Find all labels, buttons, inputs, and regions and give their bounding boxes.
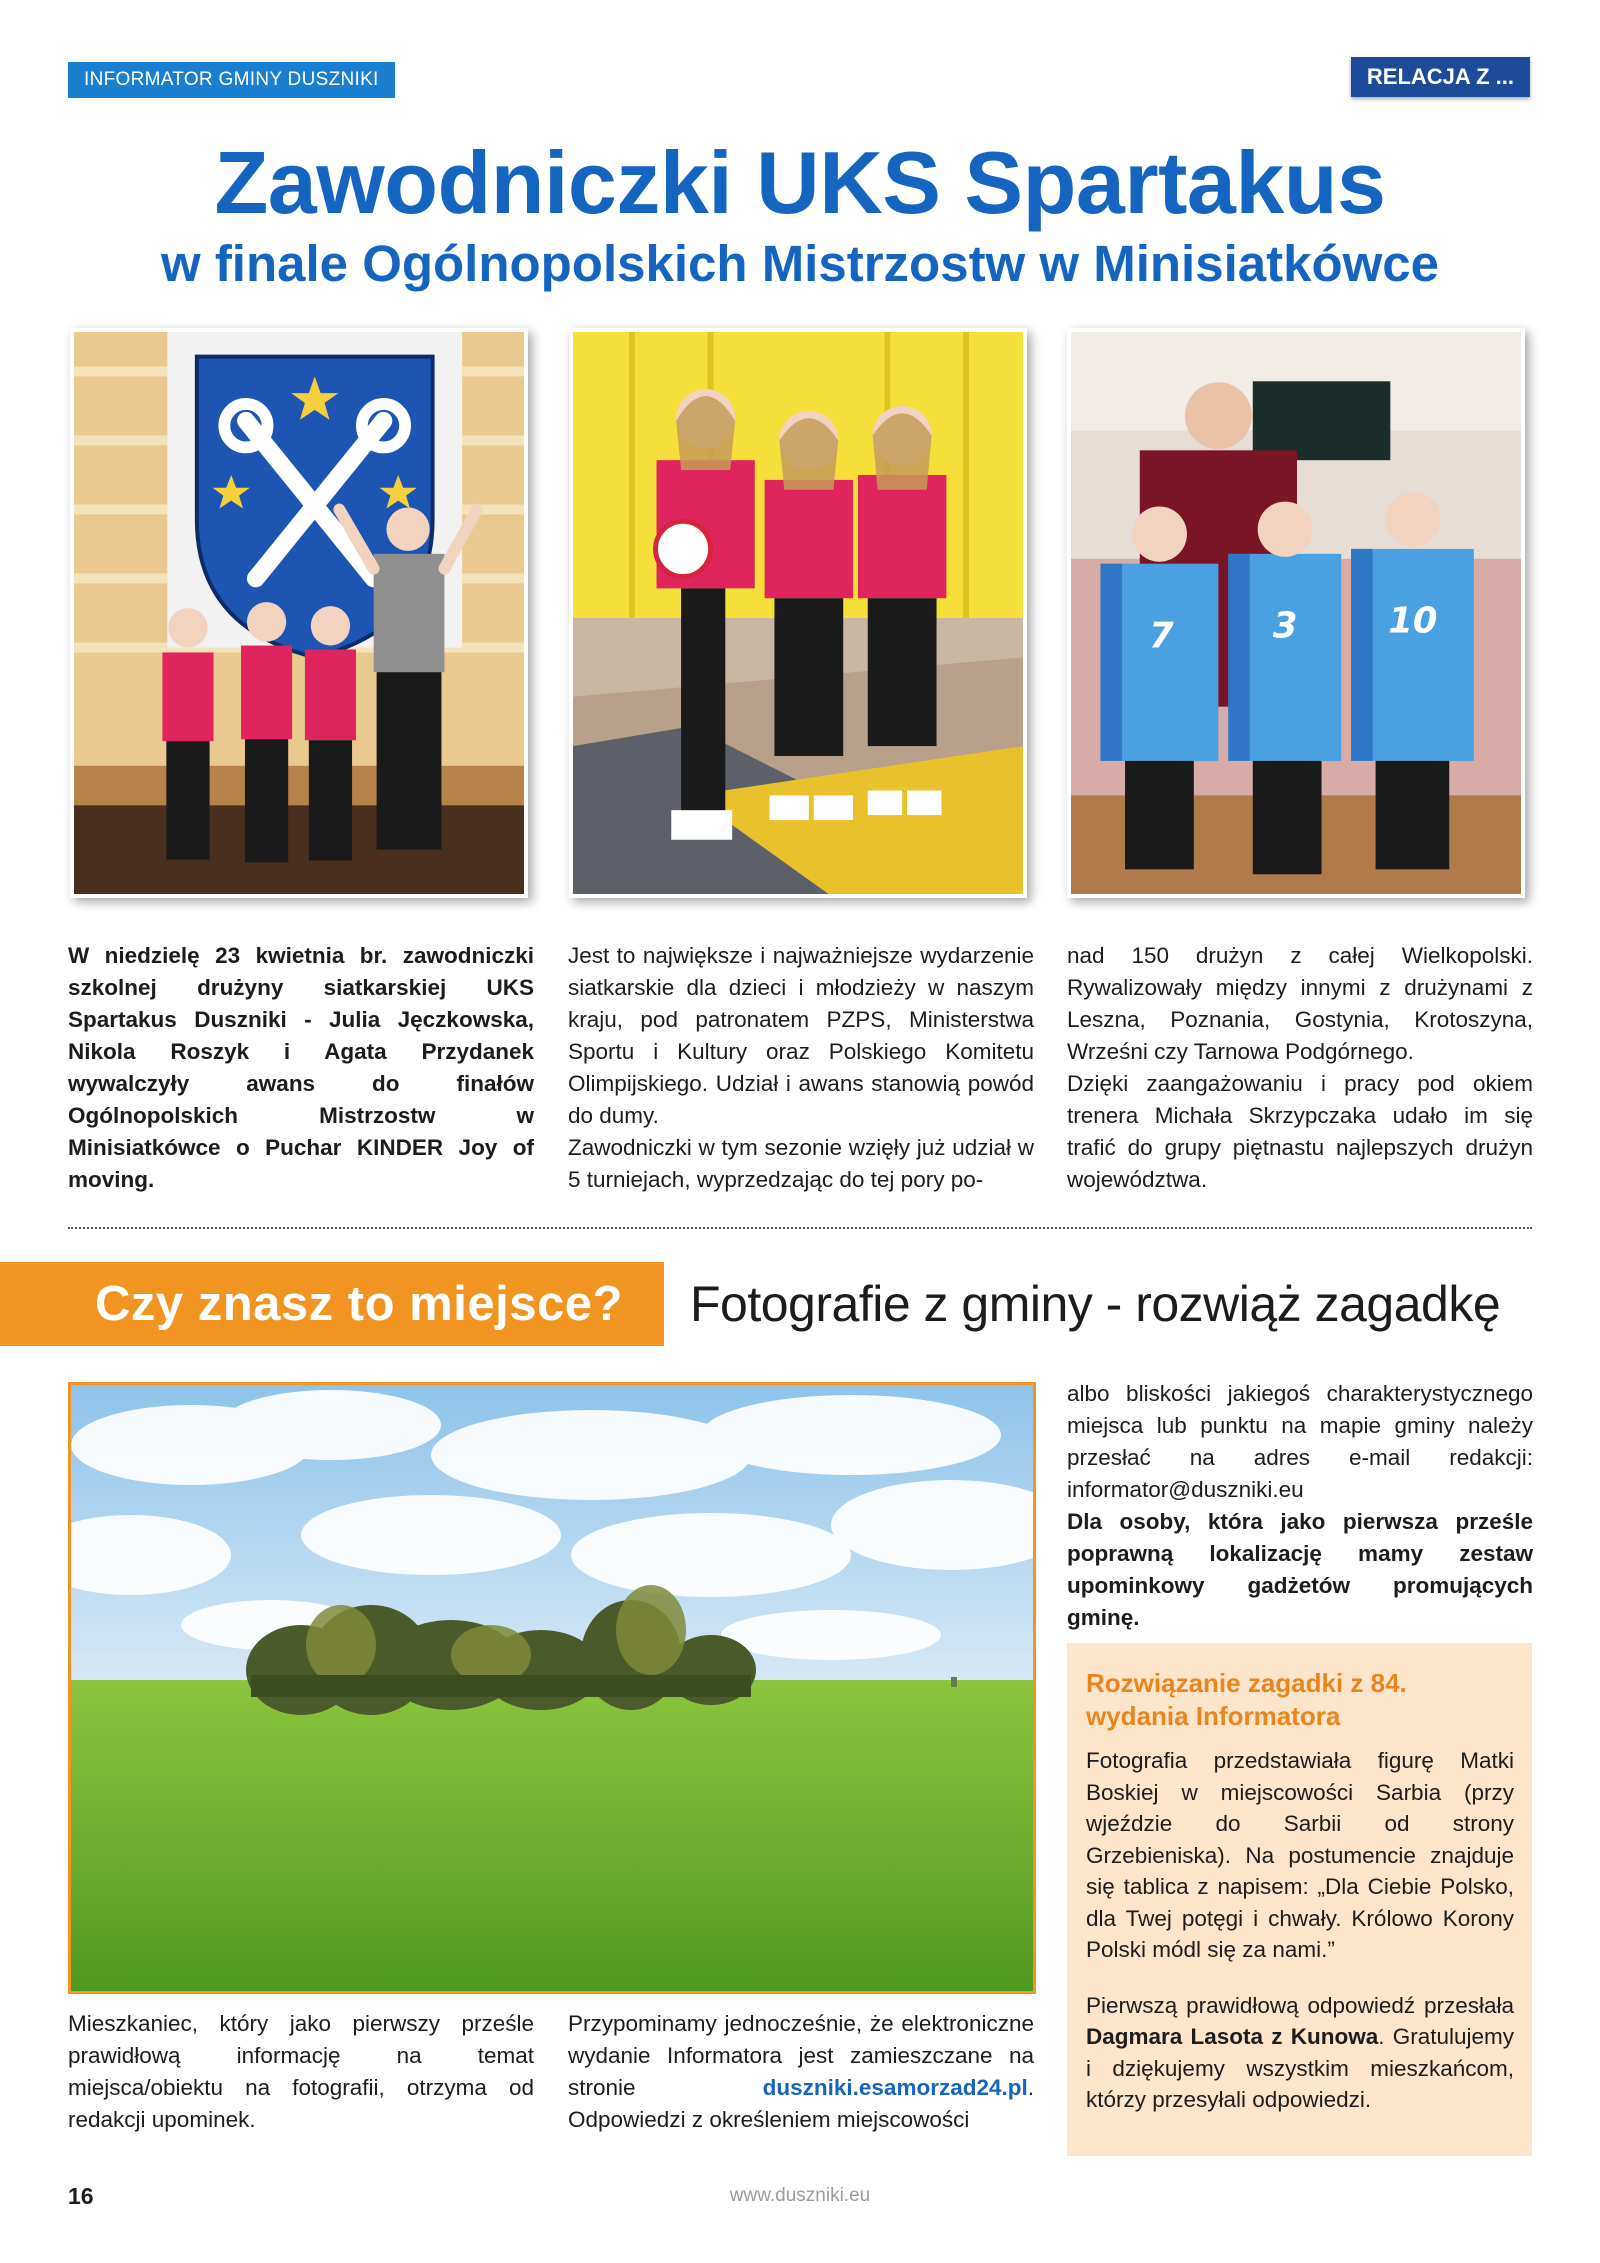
jersey-number-7: 7 [1149,615,1174,657]
riddle-reminder-text: Przypominamy jednocześnie, że elektroniczne wydanie Informatora jest zamieszczane na stronie [568,2011,1034,2100]
riddle-reminder-end: . Odpowiedzi z określeniem miejscowości [568,2075,1034,2132]
riddle-instructions: albo bliskości jakiegoś charakterystycznego miejsca lub punktu na mapie gminy należy przesłać na adres e-mail redakcji: informator@duszniki.eu [1067,1381,1533,1502]
riddle-column-3 [1067,1378,1533,1634]
jersey-number-3: 3 [1272,605,1298,647]
section-divider [68,1227,1532,1229]
jersey-number-10: 10 [1388,600,1438,642]
team-blue-jerseys-photo [1067,328,1525,898]
article-column-2 [568,940,1034,1196]
riddle-reminder [568,2008,1034,2136]
page-number: 16 [68,2183,94,2209]
article-paragraph: Jest to największe i najważniejsze wydarzenie siatkarskie dla dzieci i młodzieży w naszym kraju, pod patronatem PZPS, Ministerstwa Sportu i Kultury oraz Polskiego Komitetu Olimpijskiego. Udział i awans stanowią powód do dumy. [568,943,1034,1128]
article-lead-column [68,940,534,1196]
solution-winner-post: . Gratulujemy i dziękujemy wszystkim mieszkańcom, którzy przesyłali odpowiedzi. [1086,2024,1514,2112]
solution-box [1067,1643,1532,2156]
article-paragraph: nad 150 drużyn z całej Wielkopolski. Rywalizowały między innymi z drużynami z Leszna, Poznania, Gostynia, Krotoszyna, Wrześni czy Tarnowa Podgórnego. [1067,943,1533,1064]
footer-url[interactable]: www.duszniki.eu [729,2185,871,2206]
riddle-landscape-photo [68,1382,1036,1994]
winner-name: Dagmara Lasota z Kunowa [1086,2024,1379,2049]
riddle-banner: Czy znasz to miejsce? [0,1262,664,1346]
article-subtitle: w finale Ogólnopolskich Mistrzostw w Minisiatkówce [160,235,1439,292]
solution-description: Fotografia przedstawiała figurę Matki Boskiej w miejscowości Sarbia (przy wjeździe do Sarbii od strony Grzebieniska). Na postumencie znajduje się tablica z napisem: „Dla Ciebie Polsko, dla Twej potęgi i chwały. Królowo Korony Polski módl się za nami.” [1086,1748,1514,1962]
publication-tag: INFORMATOR GMINY DUSZNIKI [68,62,395,98]
solution-winner [1086,1990,1514,2116]
riddle-prize: Dla osoby, która jako pierwsza prześle poprawną lokalizację mamy zestaw upominkowy gadżetów promujących gminę. [1067,1509,1533,1630]
solution-title: Rozwiązanie zagadki z 84. wydania Informatora [1086,1668,1407,1731]
website-link[interactable]: duszniki.esamorzad24.pl [762,2075,1028,2100]
riddle-column-2 [568,2008,1034,2136]
riddle-intro: Mieszkaniec, który jako pierwszy prześle prawidłową informację na temat miejsca/obiektu na fotografii, otrzyma od redakcji upominek. [68,2011,534,2132]
article-title: Zawodniczki UKS Spartakus [214,133,1386,232]
solution-winner-pre: Pierwszą prawidłową odpowiedź przesłała [1086,1992,1514,2018]
article-lead: W niedzielę 23 kwietnia br. zawodniczki szkolnej drużyny siatkarskiej UKS Spartakus Duszniki - Julia Jęczkowska, Nikola Roszyk i Agata Przydanek wywalczyły awans do finałów Ogólnopolskich Mistrzostw w Minisiatkówce o Puchar KINDER Joy of moving. [68,943,534,1192]
section-tag: RELACJA Z ... [1351,57,1530,97]
article-column-3 [1067,940,1533,1196]
team-celebration-photo [70,328,528,898]
article-paragraph: Dzięki zaangażowaniu i pracy pod okiem trenera Michała Skrzypczaka udało im się trafić do grupy piętnastu najlepszych drużyn województwa. [1067,1071,1533,1192]
article-paragraph: Zawodniczki w tym sezonie wzięły już udział w 5 turniejach, wyprzedzając do tej pory po- [568,1135,1034,1192]
riddle-column-1 [68,2008,534,2136]
riddle-subtitle: Fotografie z gminy - rozwiąż zagadkę [690,1276,1501,1332]
players-with-ball-photo [569,328,1027,898]
